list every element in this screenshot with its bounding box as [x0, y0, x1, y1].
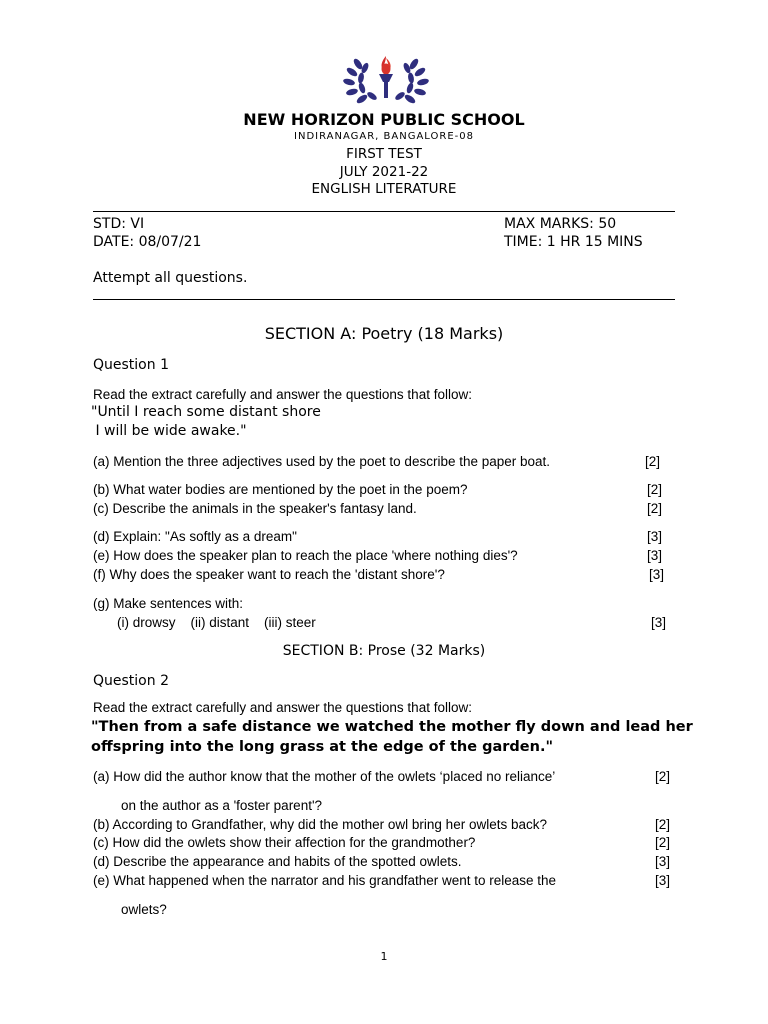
question-item: (d) Describe the appearance and habits of the spotted owlets. — [93, 854, 462, 869]
poem-extract-line: "Until I reach some distant shore — [91, 404, 321, 420]
question-mark: [2] — [647, 482, 663, 497]
question-mark: [3] — [647, 548, 663, 563]
question-mark: [2] — [655, 769, 671, 784]
question-mark: [3] — [649, 567, 665, 582]
question-mark: [2] — [645, 454, 661, 469]
test-name: FIRST TEST — [346, 146, 422, 162]
instruction-text: Attempt all questions. — [93, 270, 248, 286]
question-item: on the author as a 'foster parent'? — [121, 798, 323, 813]
school-logo — [338, 52, 434, 108]
question-2-intro: Read the extract carefully and answer the questions that follow: — [93, 700, 472, 715]
question-item: (c) How did the owlets show their affection for the grandmother? — [93, 835, 476, 850]
question-item: (e) How does the speaker plan to reach the place 'where nothing dies'? — [93, 548, 518, 563]
question-mark: [3] — [655, 873, 671, 888]
date-label: DATE: 08/07/21 — [93, 234, 202, 250]
time-label: TIME: 1 HR 15 MINS — [504, 234, 643, 250]
page-number: 1 — [380, 950, 388, 963]
question-item: (f) Why does the speaker want to reach the 'distant shore'? — [93, 567, 445, 582]
question-item: (e) What happened when the narrator and his grandfather went to release the — [93, 873, 557, 888]
header-divider — [93, 211, 675, 212]
question-item: (b) What water bodies are mentioned by the poet in the poem? — [93, 482, 468, 497]
poem-extract-line: I will be wide awake." — [91, 423, 247, 439]
max-marks-label: MAX MARKS: 50 — [504, 216, 617, 232]
question-mark: [2] — [655, 817, 671, 832]
question-2-heading: Question 2 — [93, 673, 169, 689]
question-mark: [3] — [651, 615, 667, 630]
school-name: NEW HORIZON PUBLIC SCHOOL — [243, 110, 525, 129]
question-item: (i) drowsy (ii) distant (iii) steer — [117, 615, 316, 630]
info-divider — [93, 299, 675, 300]
section-b-title: SECTION B: Prose (32 Marks) — [282, 643, 486, 659]
subject-title: ENGLISH LITERATURE — [311, 181, 457, 197]
question-item: (a) How did the author know that the mother of the owlets ‘placed no reliance’ — [93, 769, 556, 784]
test-session: JULY 2021-22 — [339, 164, 429, 180]
question-item: (b) According to Grandfather, why did the mother owl bring her owlets back? — [93, 817, 547, 832]
prose-extract-line: "Then from a safe distance we watched the mother fly down and lead her — [91, 719, 693, 735]
std-label: STD: VI — [93, 216, 145, 232]
question-mark: [3] — [655, 854, 671, 869]
question-item: (d) Explain: "As softly as a dream" — [93, 529, 297, 544]
school-address: INDIRANAGAR, BANGALORE-08 — [294, 131, 474, 142]
question-mark: [2] — [655, 835, 671, 850]
question-item: owlets? — [121, 902, 167, 917]
question-1-intro: Read the extract carefully and answer the questions that follow: — [93, 387, 472, 402]
question-item: (c) Describe the animals in the speaker's fantasy land. — [93, 501, 417, 516]
question-mark: [2] — [647, 501, 663, 516]
question-item: (g) Make sentences with: — [93, 596, 244, 611]
section-a-title: SECTION A: Poetry (18 Marks) — [264, 324, 504, 343]
question-item: (a) Mention the three adjectives used by the poet to describe the paper boat. — [93, 454, 551, 469]
prose-extract-line: offspring into the long grass at the edge of the garden." — [91, 739, 554, 755]
question-1-heading: Question 1 — [93, 357, 169, 373]
question-mark: [3] — [647, 529, 663, 544]
